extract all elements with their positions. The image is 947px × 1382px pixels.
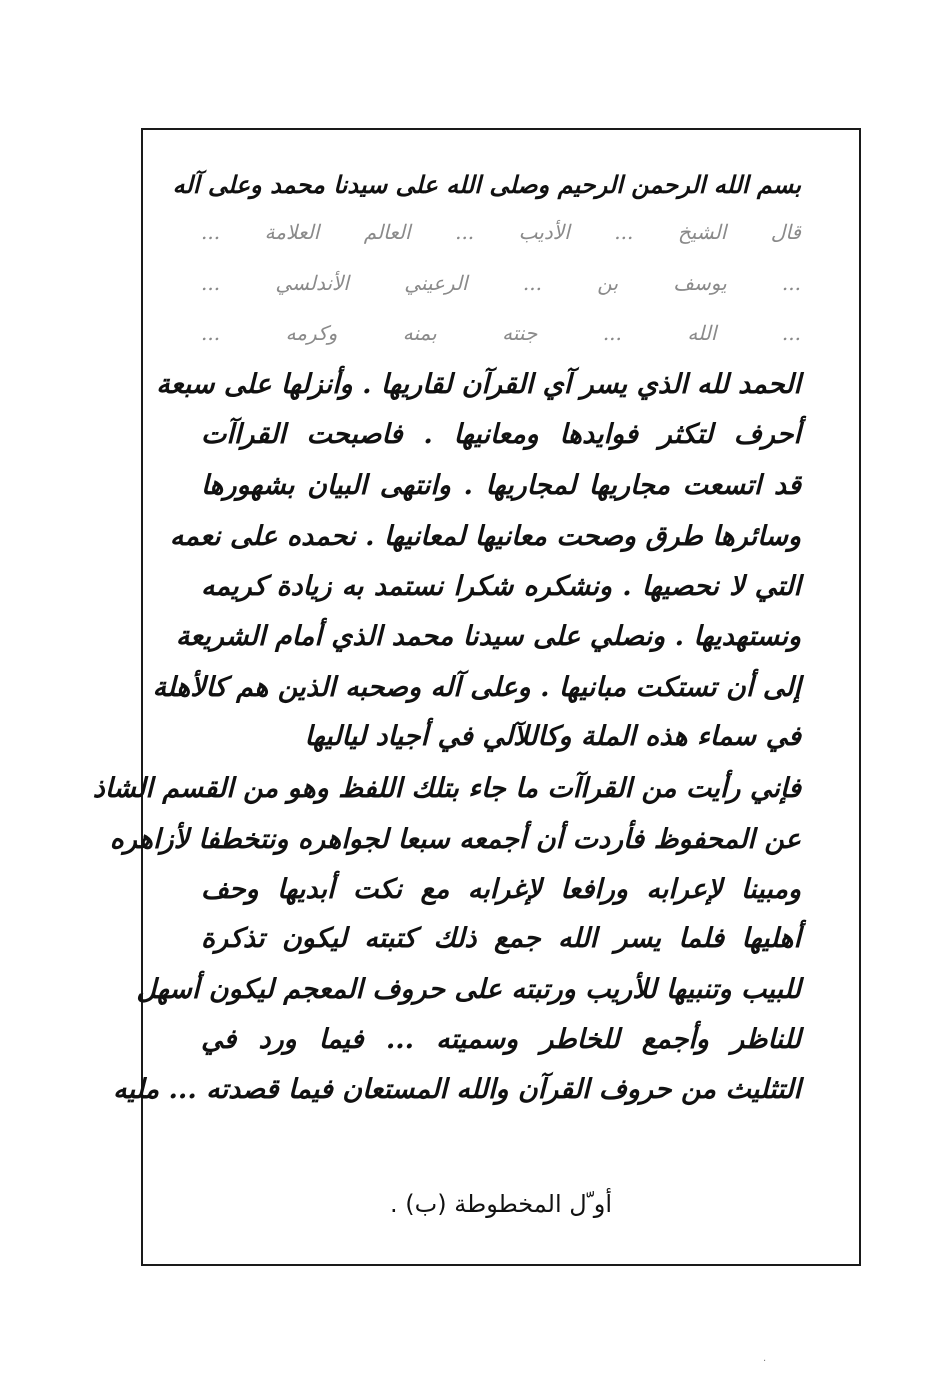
manuscript-line: عن المحفوظ فأردت أن أجمعه سبعا لجواهره ونتخطفا لأزاهره <box>109 824 801 855</box>
manuscript-frame <box>92 128 861 1266</box>
manuscript-line: الحمد لله الذي يسر آي القرآن لقاريها . وأنزلها على سبعة <box>156 369 801 400</box>
manuscript-line: قال الشيخ ... الأديب ... العالم العلامة ... <box>201 220 801 244</box>
manuscript-line: للناظر وأجمع للخاطر وسميته ... فيما ورد في <box>201 1024 801 1055</box>
manuscript-line: ... الله ... جنته بمنه وكرمه ... <box>201 321 801 345</box>
manuscript-line: وسائرها طرق وصحت معانيها لمعانيها . نحمده على نعمه <box>169 521 801 552</box>
scan-speck: · <box>763 1356 767 1367</box>
manuscript-line: ... يوسف بن ... الرعيني الأندلسي ... <box>201 271 801 295</box>
manuscript-line: أهليها فلما يسر الله جمع ذلك كتبته ليكون تذكرة <box>201 923 801 954</box>
manuscript-line: أحرف لتكثر فوايدها ومعانيها . فاصبحت القراآت <box>201 419 801 450</box>
manuscript-line: ونستهديها . ونصلي على سيدنا محمد الذي أمام الشريعة <box>175 621 801 652</box>
manuscript-line: فإني رأيت من القراآت ما جاء بتلك اللفظ وهو من القسم الشاذ <box>92 773 801 804</box>
figure-caption: أو ّل المخطوطة (ب) . <box>390 1190 612 1218</box>
manuscript-line: التي لا نحصيها . ونشكره شكرا نستمد به زيادة كريمه <box>201 571 801 602</box>
manuscript-page <box>92 160 801 1105</box>
manuscript-line: التثليث من حروف القرآن والله المستعان فيما قصدته ... مليه <box>113 1074 801 1105</box>
manuscript-line: للبيب وتنبيها للأريب ورتبته على حروف المعجم ليكون أسهل <box>136 974 801 1005</box>
manuscript-line: قد اتسعت مجاريها لمجاريها . وانتهى البيان بشهورها <box>201 470 801 501</box>
manuscript-line: بسم الله الرحمن الرحيم وصلى الله على سيدنا محمد وعلى آله <box>172 170 801 199</box>
manuscript-line: إلى أن تستكت مبانيها . وعلى آله وصحبه الذين هم كالأهلة <box>152 672 801 703</box>
manuscript-line: في سماء هذه الملة وكاللآلي في أجياد لياليها <box>304 721 801 752</box>
manuscript-line: ومبينا لإعرابه ورافعا لإغرابه مع نكت أبديها وحف <box>201 874 801 905</box>
